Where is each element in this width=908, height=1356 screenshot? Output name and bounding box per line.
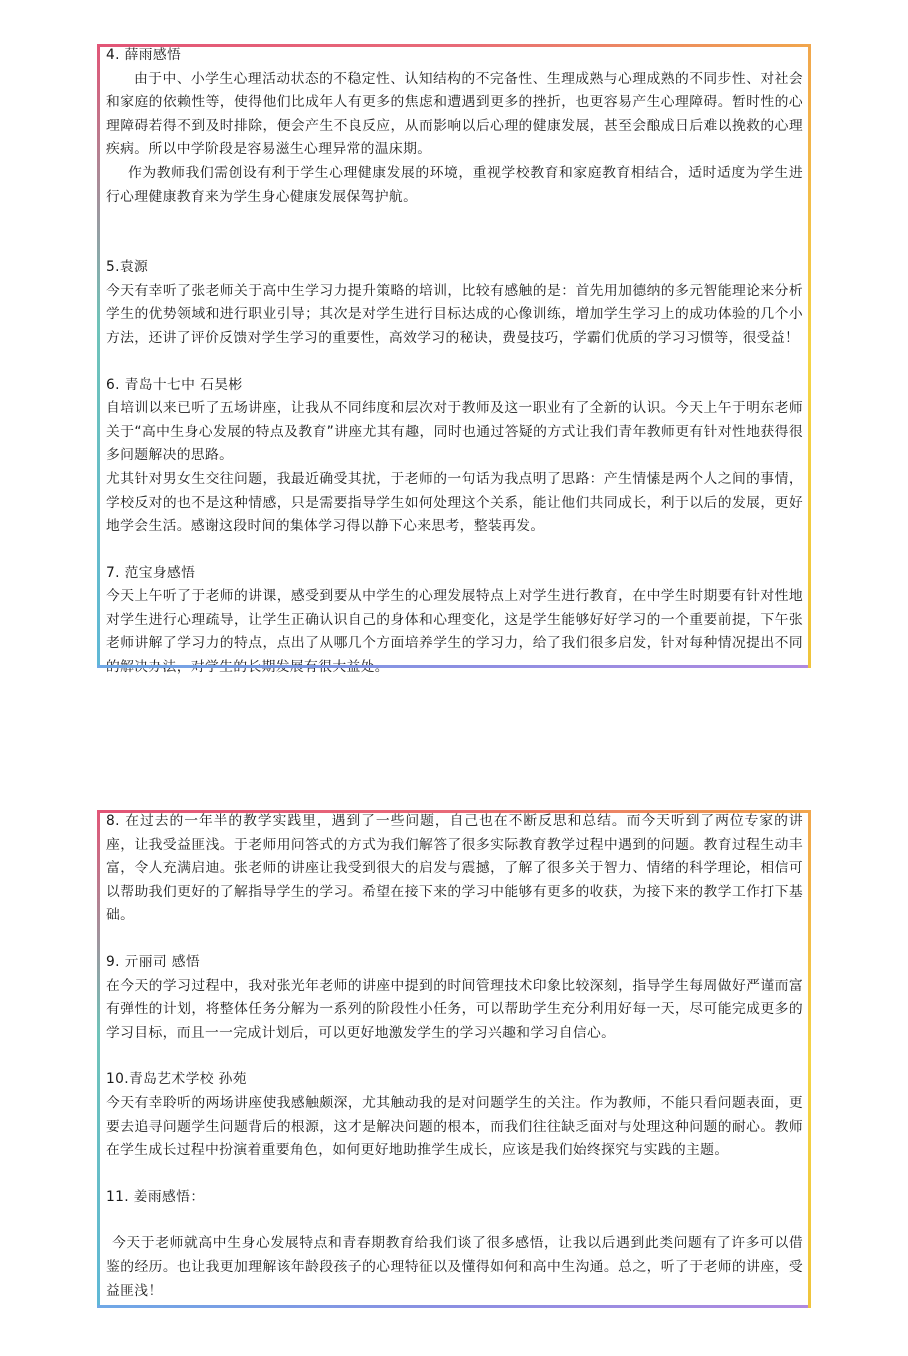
entry-title: 9. 亓丽司 感悟 — [106, 953, 201, 970]
entry-title: 10.青岛艺术学校 孙苑 — [106, 1071, 247, 1088]
spacer — [106, 1045, 803, 1068]
spacer — [106, 1209, 803, 1232]
entry-paragraph: 今天有幸听了张老师关于高中生学习力提升策略的培训，比较有感触的是：首先用加德纳的多元智能理论来分析学生的优势领域和进行职业引导；其次是对学生进行目标达成的心像训练，增加学生学习上的成功体验的几个小方法，还讲了评价反馈对学生学习的重要性，高效学习的秘诀，费曼技巧，学霸们优质的学习习惯等，很受益！ — [106, 282, 803, 346]
entry-paragraph: 8. 在过去的一年半的教学实践里，遇到了一些问题，自己也在不断反思和总结。而今天听到了两位专家的讲座，让我受益匪浅。于老师用问答式的方式为我们解答了很多实际教育教学过程中遇到的问题。教育过程生动丰富，令人充满启迪。张老师的讲座让我受到很大的启发与震撼，了解了很多关于智力、情绪的科学理论，相信可以帮助我们更好的了解指导学生的学习。希望在接下来的学习中能够有更多的收获，为接下来的教学工作打下基础。 — [106, 813, 803, 924]
entry-title: 5.袁源 — [106, 259, 149, 276]
entry-paragraph: 由于中、小学生心理活动状态的不稳定性、认知结构的不完备性、生理成熟与心理成熟的不同步性、对社会和家庭的依赖性等，使得他们比成年人有更多的焦虑和遭遇到更多的挫折，也更容易产生心理障碍。暂时性的心理障碍若得不到及时排除，便会产生不良反应，从而影响以后心理的健康发展，甚至会酿成日后难以挽救的心理疾病。所以中学阶段是容易滋生心理异常的温床期。 — [106, 70, 803, 158]
entry-title: 7. 范宝身感悟 — [106, 564, 196, 581]
spacer — [106, 209, 803, 256]
panel-content — [100, 44, 808, 680]
entry-paragraph: 今天上午听了于老师的讲课，感受到要从中学生的心理发展特点上对学生进行教育，在中学生时期要有针对性地对学生进行心理疏导，让学生正确认识自己的身体和心理变化，这是学生能够好好学习的一个重要前提，下午张老师讲解了学习力的特点，点出了从哪几个方面培养学生的学习力，给了我们很多启发，针对每种情况提出不同 — [106, 588, 803, 652]
panel-bottom-border — [97, 1305, 811, 1308]
reflection-panel-2 — [97, 810, 811, 1308]
reflection-panel-1 — [97, 44, 811, 668]
entry-paragraph: 自培训以来已听了五场讲座，让我从不同纬度和层次对于教师及这一职业有了全新的认识。今天上午于明东老师关于“高中生身心发展的特点及教育”讲座尤其有趣，同时也通过答疑的方式让我们青年教师更有针对性地获得很多问题解决的思路。 — [106, 400, 803, 464]
spacer — [106, 928, 803, 951]
entry-paragraph: 今天有幸聆听的两场讲座使我感触颇深，尤其触动我的是对问题学生的关注。作为教师，不能只看问题表面，更要去追寻问题学生问题背后的根源，这才是解决问题的根本，而我们往往缺乏面对与处理这种问题的耐心。教师在学生成长过程中扮演着重要角色，如何更好地助推学生成长，应该是我们始终探究与实践的主题。 — [106, 1094, 803, 1159]
entry-title: 4. 薛雨感悟 — [106, 47, 182, 63]
entry-paragraph: 作为教师我们需创设有利于学生心理健康发展的环境，重视学校教育和家庭教育相结合，适时适度为学生进行心理健康教育来为学生身心健康发展保驾护航。 — [106, 164, 803, 205]
panel-content — [100, 810, 808, 1303]
spacer — [106, 1163, 803, 1186]
entry-paragraph: 今天于老师就高中生身心发展特点和青春期教育给我们谈了很多感悟，让我以后遇到此类问题有了许多可以借鉴的经历。也让我更加理解该年龄段孩子的心理特征以及懂得如何和高中生沟通。总之，听了于老师的讲座，受益匪浅！ — [106, 1235, 803, 1299]
entry-paragraph: 在今天的学习过程中，我对张光年老师的讲座中提到的时间管理技术印象比较深刻，指导学生每周做好严谨而富有弹性的计划，将整体任务分解为一系列的阶段性小任务，可以帮助学生充分利用好每一天，尽可能完成更多的学习目标，而且一一完成计划后，可以更好地激发学生的学习兴趣和学习自信心。 — [106, 977, 803, 1041]
entry-title: 11. 姜雨感悟： — [106, 1188, 205, 1205]
entry-paragraph: 尤其针对男女生交往问题，我最近确受其扰，于老师的一句话为我点明了思路：产生情愫是两个人之间的事情，学校反对的也不是这种情感，只是需要指导学生如何处理这个关系，能让他们共同成长，利于以后的发展，更好地学会生活。感谢这段时间的集体学习得以静下心来思考，整装再发。 — [106, 470, 803, 535]
spacer — [106, 539, 803, 562]
panel-bottom-border — [97, 665, 811, 668]
entry-title: 6. 青岛十七中 石昊彬 — [106, 376, 243, 393]
spacer — [106, 351, 803, 374]
